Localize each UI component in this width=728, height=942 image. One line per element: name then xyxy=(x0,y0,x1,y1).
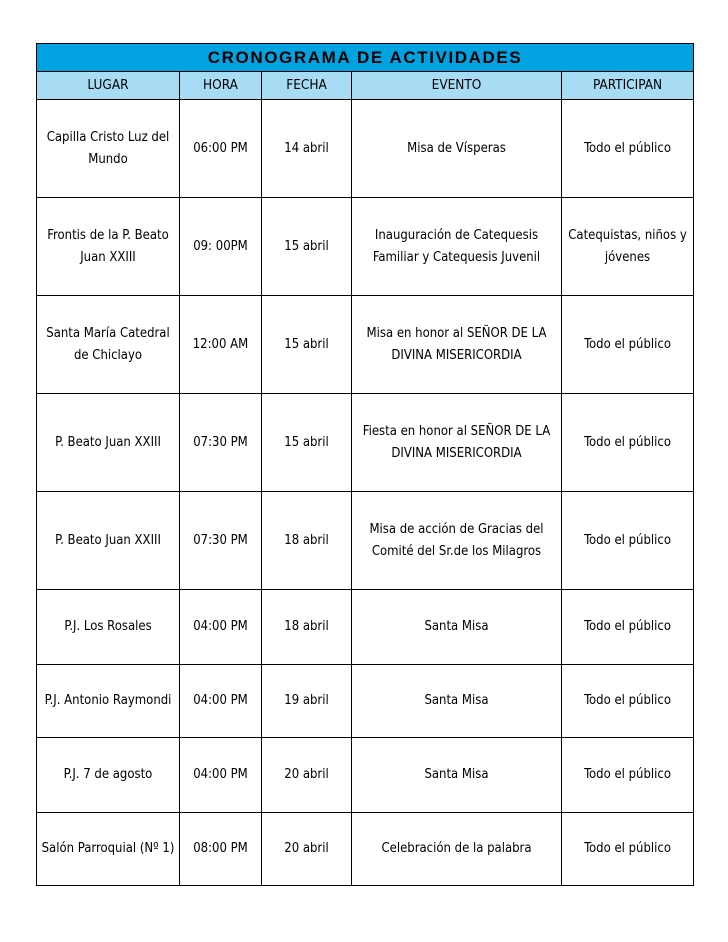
schedule-table xyxy=(36,43,694,886)
cell-lugar: P.J. 7 de agosto xyxy=(37,738,180,813)
cell-hora: 07:30 PM xyxy=(180,492,262,590)
cell-fecha: 20 abril xyxy=(262,738,352,813)
table-row xyxy=(37,198,694,296)
cell-evento: Misa en honor al SEÑOR DE LA DIVINA MISERICORDIA xyxy=(352,296,562,394)
table-row xyxy=(37,738,694,813)
cell-lugar: Santa María Catedral de Chiclayo xyxy=(37,296,180,394)
schedule-sheet xyxy=(36,43,693,886)
cell-hora: 04:00 PM xyxy=(180,665,262,738)
table-title: CRONOGRAMA DE ACTIVIDADES xyxy=(37,44,694,72)
cell-fecha: 18 abril xyxy=(262,492,352,590)
cell-participan: Todo el público xyxy=(562,590,694,665)
cell-hora: 04:00 PM xyxy=(180,738,262,813)
cell-fecha: 15 abril xyxy=(262,198,352,296)
cell-fecha: 15 abril xyxy=(262,296,352,394)
cell-participan: Todo el público xyxy=(562,296,694,394)
header-participan: PARTICIPAN xyxy=(562,72,694,100)
cell-fecha: 18 abril xyxy=(262,590,352,665)
cell-hora: 08:00 PM xyxy=(180,813,262,886)
cell-evento: Santa Misa xyxy=(352,738,562,813)
cell-participan: Todo el público xyxy=(562,492,694,590)
header-evento: EVENTO xyxy=(352,72,562,100)
table-row xyxy=(37,665,694,738)
cell-hora: 12:00 AM xyxy=(180,296,262,394)
cell-hora: 09: 00PM xyxy=(180,198,262,296)
cell-lugar: P.J. Los Rosales xyxy=(37,590,180,665)
cell-hora: 07:30 PM xyxy=(180,394,262,492)
cell-evento: Fiesta en honor al SEÑOR DE LA DIVINA MISERICORDIA xyxy=(352,394,562,492)
cell-participan: Todo el público xyxy=(562,394,694,492)
table-row xyxy=(37,813,694,886)
cell-lugar: Capilla Cristo Luz del Mundo xyxy=(37,100,180,198)
cell-lugar: P.J. Antonio Raymondi xyxy=(37,665,180,738)
cell-participan: Todo el público xyxy=(562,738,694,813)
header-fecha: FECHA xyxy=(262,72,352,100)
cell-hora: 04:00 PM xyxy=(180,590,262,665)
header-row xyxy=(37,72,694,100)
cell-fecha: 19 abril xyxy=(262,665,352,738)
cell-fecha: 20 abril xyxy=(262,813,352,886)
table-row xyxy=(37,296,694,394)
cell-evento: Misa de Vísperas xyxy=(352,100,562,198)
cell-evento: Celebración de la palabra xyxy=(352,813,562,886)
cell-participan: Todo el público xyxy=(562,100,694,198)
table-row xyxy=(37,590,694,665)
header-hora: HORA xyxy=(180,72,262,100)
title-row xyxy=(37,44,694,72)
cell-lugar: Frontis de la P. Beato Juan XXIII xyxy=(37,198,180,296)
cell-lugar: P. Beato Juan XXIII xyxy=(37,394,180,492)
cell-lugar: P. Beato Juan XXIII xyxy=(37,492,180,590)
cell-evento: Misa de acción de Gracias del Comité del Sr.de los Milagros xyxy=(352,492,562,590)
cell-participan: Catequistas, niños y jóvenes xyxy=(562,198,694,296)
cell-participan: Todo el público xyxy=(562,813,694,886)
table-row xyxy=(37,394,694,492)
table-row xyxy=(37,100,694,198)
table-row xyxy=(37,492,694,590)
cell-participan: Todo el público xyxy=(562,665,694,738)
cell-fecha: 15 abril xyxy=(262,394,352,492)
cell-evento: Santa Misa xyxy=(352,665,562,738)
cell-evento: Inauguración de Catequesis Familiar y Catequesis Juvenil xyxy=(352,198,562,296)
cell-lugar: Salón Parroquial (Nº 1) xyxy=(37,813,180,886)
cell-evento: Santa Misa xyxy=(352,590,562,665)
header-lugar: LUGAR xyxy=(37,72,180,100)
cell-fecha: 14 abril xyxy=(262,100,352,198)
cell-hora: 06:00 PM xyxy=(180,100,262,198)
